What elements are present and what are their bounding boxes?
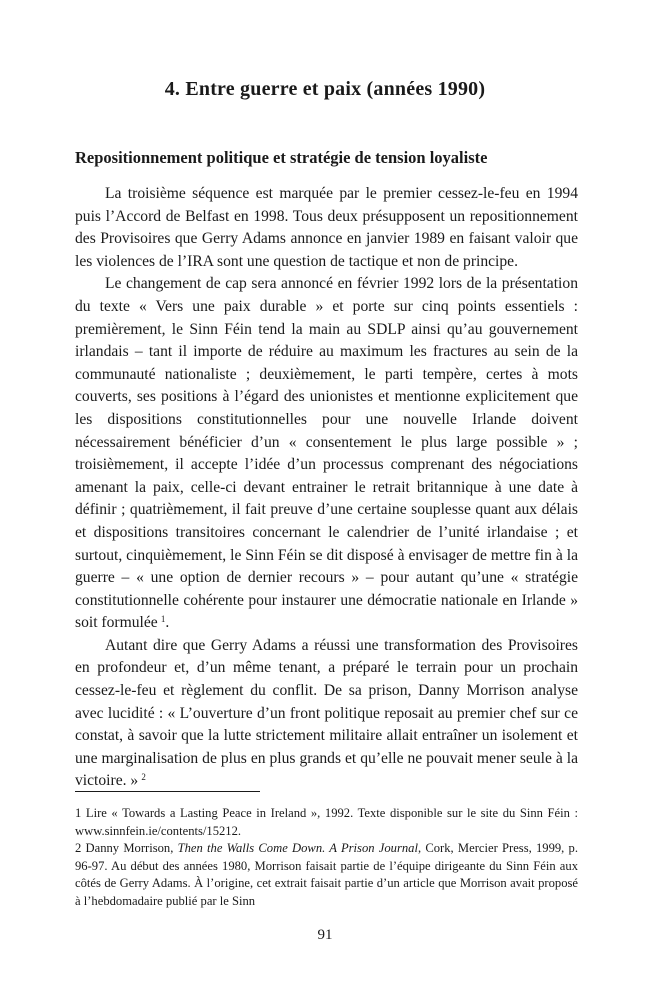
paragraph-text: La troisième séquence est marquée par le premier cessez-le-feu en 1994 puis l’Accord de Belfast en 1998. Tous deux présupposent un repositionnement des Provisoires que Gerry Adams annonce en janvier 1989 en faisant valoir que les violences de l’IRA sont une question de tactique et non de principe. [75,185,578,270]
paragraph-text: Le changement de cap sera annoncé en février 1992 lors de la présentation du texte « Vers une paix durable » et porte sur cinq points essentiels : premièrement, le Sinn Féin tend la main au SDLP ainsi qu’au gouvernement irlandais – tant il importe de réduire au maximum les fractures au sein de la communauté nationaliste ; deuxièmement, le parti tempère, certes à mots couverts, ses positions à l’égard des unionistes et mentionne explicitement que les dispositions constitutionnelles pour une nouvelle Irlande doivent nécessairement bénéficier d’un « consentement le plus large possible » ; troisièmement, il accepte l’idée d’un processus comprenant des négociations amenant la paix, celle-ci devant entrainer le retrait britannique à une date à définir ; quatrièmement, il fait preuve d’une certaine souplesse quant aux délais et dispositions transitoires concernant le calendrier de l’unité irlandaise ; et surtout, cinquièmement, le Sinn Féin se dit disposé à envisager de mettre fin à la guerre – « une option de dernier recours » – pour autant qu’une « stratégie constitutionnelle cohérente pour instaurer une démocratie nationale en Irlande » soit formulée [75,275,578,632]
book-title: Then the Walls Come Down. A Prison Journal [177,841,418,856]
footnote-text: Lire « Towards a Lasting Peace in Ireland », 1992. Texte disponible sur le site du Sinn Féin : www.sinnfein.ie/contents/15212. [75,806,578,838]
footnote [75,840,578,910]
body-text [75,183,578,793]
footnote-ref: 1 [160,614,166,625]
footnote [75,805,578,840]
footnote-text: Danny Morrison, [85,841,178,856]
footnotes [75,805,578,911]
chapter-title: 4. Entre guerre et paix (années 1990) [164,78,486,100]
footnote-number: 2 [75,841,82,856]
paragraph: Le changement de cap sera annoncé en février 1992 lors de la présentation du texte « Vers une paix durable » et porte sur cinq points essentiels : premièrement, le Sinn Féin tend la main au SDLP ainsi qu’au gouvernement irlandais – tant il importe de réduire au maximum les fractures au sein de la communauté nationaliste ; deuxièmement, le parti tempère, certes à mots couverts, ses positions à l’égard des unionistes et mentionne explicitement que les dispositions constitutionnelles pour une nouvelle Irlande doivent nécessairement bénéficier d’un « consentement le plus large possible » ; troisièmement, il accepte l’idée d’un processus comprenant des négociations amenant la paix, celle-ci devant entrainer le retrait britannique à une date à définir ; quatrièmement, il fait preuve d’une certaine souplesse quant aux délais et dispositions transitoires concernant le calendrier de l’unité irlandaise ; et surtout, cinquièmement, le Sinn Féin se dit disposé à envisager de mettre fin à la guerre – « une option de dernier recours » – pour autant qu’une « stratégie constitutionnelle cohérente pour instaurer une démocratie nationale en Irlande » soit formulée $^1$. [75,275,578,632]
footnote-text: , Cork, Mercier Press, 1999, p. 96-97. Au début des années 1980, Morrison faisait partie de l’équipe dirigeante du Sinn Féin aux côtés de Gerry Adams. À l’origine, cet extrait faisait partie d’un article que Morrison avait proposé à l’hebdomadaire publié par le Sinn [75,841,578,908]
section-title: Repositionnement politique et stratégie de tension loyaliste [75,148,488,167]
paragraph [75,635,578,793]
footnote-number: 1 [75,806,82,820]
paragraph-text: Autant dire que Gerry Adams a réussi une transformation des Provisoires en profondeur et, d’un même tenant, a préparé le terrain pour un prochain cessez-le-feu et règlement du conflit. De sa prison, Danny Morrison analyse avec lucidité : « L’ouverture d’un front politique reposait au premier chef sur ce constat, à savoir que la lutte strictement militaire allait entraîner un isolement et une marginalisation de plus en plus grands et qu’elle ne pouvait mener seule à la victoire. » [75,636,578,790]
footnote-divider [75,791,260,792]
footnote-ref: 2 [141,772,146,783]
paragraph [75,183,578,273]
page-number: 91 [317,927,333,943]
